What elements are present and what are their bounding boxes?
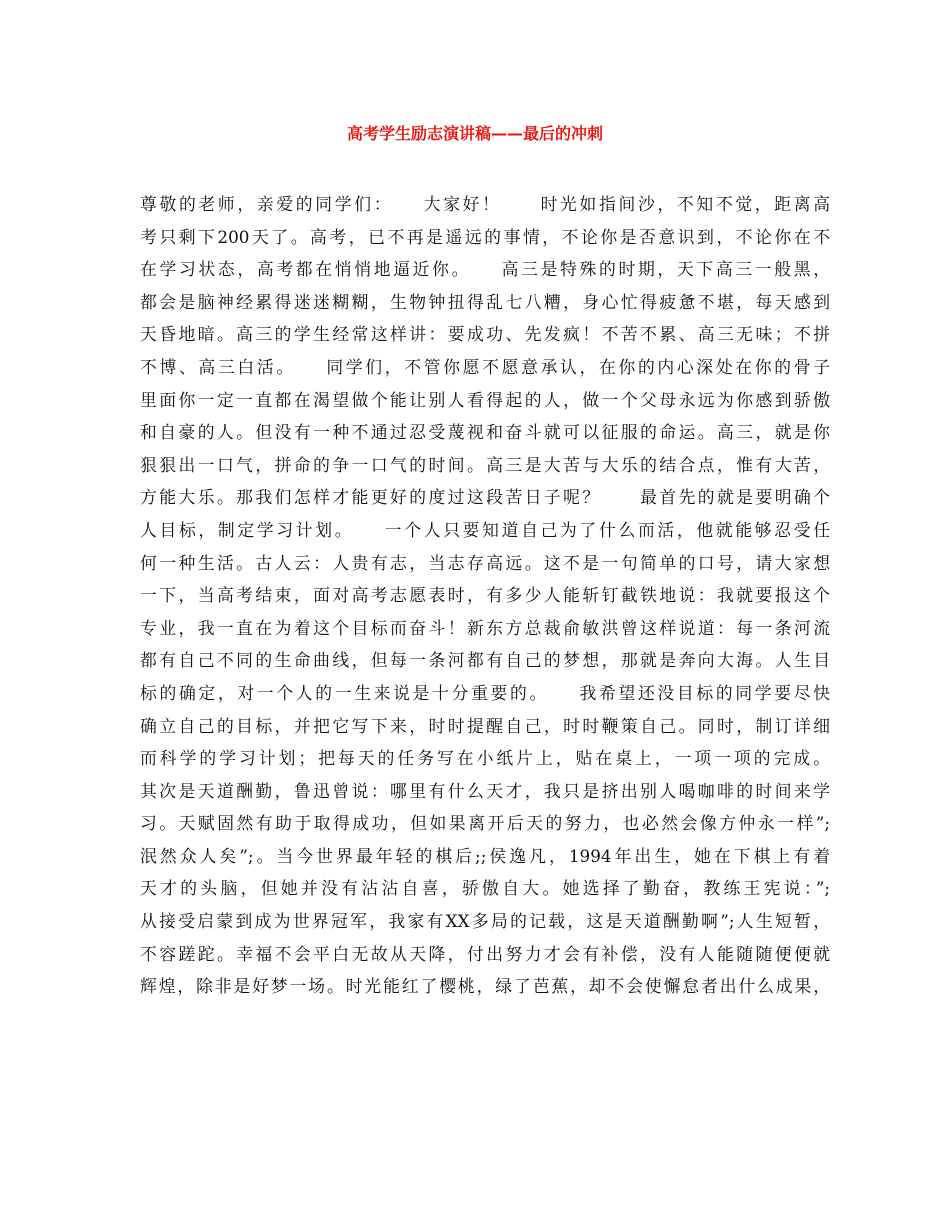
document-title: 高考学生励志演讲稿——最后的冲刺	[346, 124, 603, 143]
body-line: 专业，我一直在为着这个目标而奋斗！新东方总裁俞敏洪曾这样说道：每一条河流	[140, 617, 830, 638]
body-line: 都有自己不同的生命曲线，但每一条河都有自己的梦想，那就是奔向大海。人生目	[140, 650, 830, 671]
body-line: 其次是天道酬勤，鲁迅曾说：哪里有什么天才，我只是挤出别人喝咖啡的时间来学	[140, 780, 830, 801]
body-line: 尊敬的老师，亲爱的同学们： 大家好！ 时光如指间沙，不知不觉，距离高	[140, 194, 830, 214]
body-line: 人目标，制定学习计划。 一个人只要知道自己为了什么而活，他就能够忍受任	[140, 519, 830, 540]
body-line: 确立自己的目标，并把它写下来，时时提醒自己，时时鞭策自己。同时，制订详细	[140, 715, 830, 736]
body-line: 泯然众人矣”;。当今世界最年轻的棋后;;侯逸凡，1994年出生，她在下棋上有着	[140, 845, 830, 866]
body-line: 习。天赋固然有助于取得成功，但如果离开后天的努力，也必然会像方仲永一样”;	[140, 813, 830, 834]
body-line: 在学习状态，高考都在悄悄地逼近你。 高三是特殊的时期，天下高三一般黑，	[140, 259, 830, 280]
body-line: 方能大乐。那我们怎样才能更好的度过这段苦日子呢？ 最首先的就是要明确个	[140, 487, 830, 508]
body-line: 不容蹉跎。幸福不会平白无故从天降，付出努力才会有补偿，没有人能随随便便就	[140, 943, 830, 964]
body-line: 一下，当高考结束，面对高考志愿表时，有多少人能斩钉截铁地说：我就要报这个	[140, 585, 830, 606]
body-line: 和自豪的人。但没有一种不通过忍受蔑视和奋斗就可以征服的命运。高三，就是你	[140, 422, 830, 443]
body-line: 都会是脑神经累得迷迷糊糊，生物钟扭得乱七八糟，身心忙得疲惫不堪，每天感到	[140, 291, 830, 312]
body-line: 天昏地暗。高三的学生经常这样讲：要成功、先发疯！不苦不累、高三无味；不拼	[140, 324, 830, 345]
body-line: 天才的头脑，但她并没有沾沾自喜，骄傲自大。她选择了勤奋，教练王宪说：”;	[140, 878, 830, 899]
body-line: 里面你一定一直都在渴望做个能让别人看得起的人，做一个父母永远为你感到骄傲	[140, 389, 830, 410]
body-line: 狠狠出一口气，拼命的争一口气的时间。高三是大苦与大乐的结合点，惟有大苦，	[140, 454, 830, 475]
body-line: 何一种生活。古人云：人贵有志，当志存高远。这不是一句简单的口号，请大家想	[140, 552, 830, 573]
document-body	[140, 188, 830, 1003]
body-line: 而科学的学习计划；把每天的任务写在小纸片上，贴在桌上，一项一项的完成。	[140, 748, 830, 769]
body-line: 标的确定，对一个人的一生来说是十分重要的。 我希望还没目标的同学要尽快	[140, 682, 830, 703]
body-line: 考只剩下200天了。高考，已不再是遥远的事情，不论你是否意识到，不论你在不	[140, 226, 830, 247]
body-line: 不博、高三白活。 同学们，不管你愿不愿意承认，在你的内心深处在你的骨子	[140, 356, 830, 377]
body-line: 辉煌，除非是好梦一场。时光能红了樱桃，绿了芭蕉，却不会使懈怠者出什么成果，	[140, 976, 830, 997]
body-line: 从接受启蒙到成为世界冠军，我家有XX多局的记载，这是天道酬勤啊”;人生短暂，	[140, 911, 830, 932]
